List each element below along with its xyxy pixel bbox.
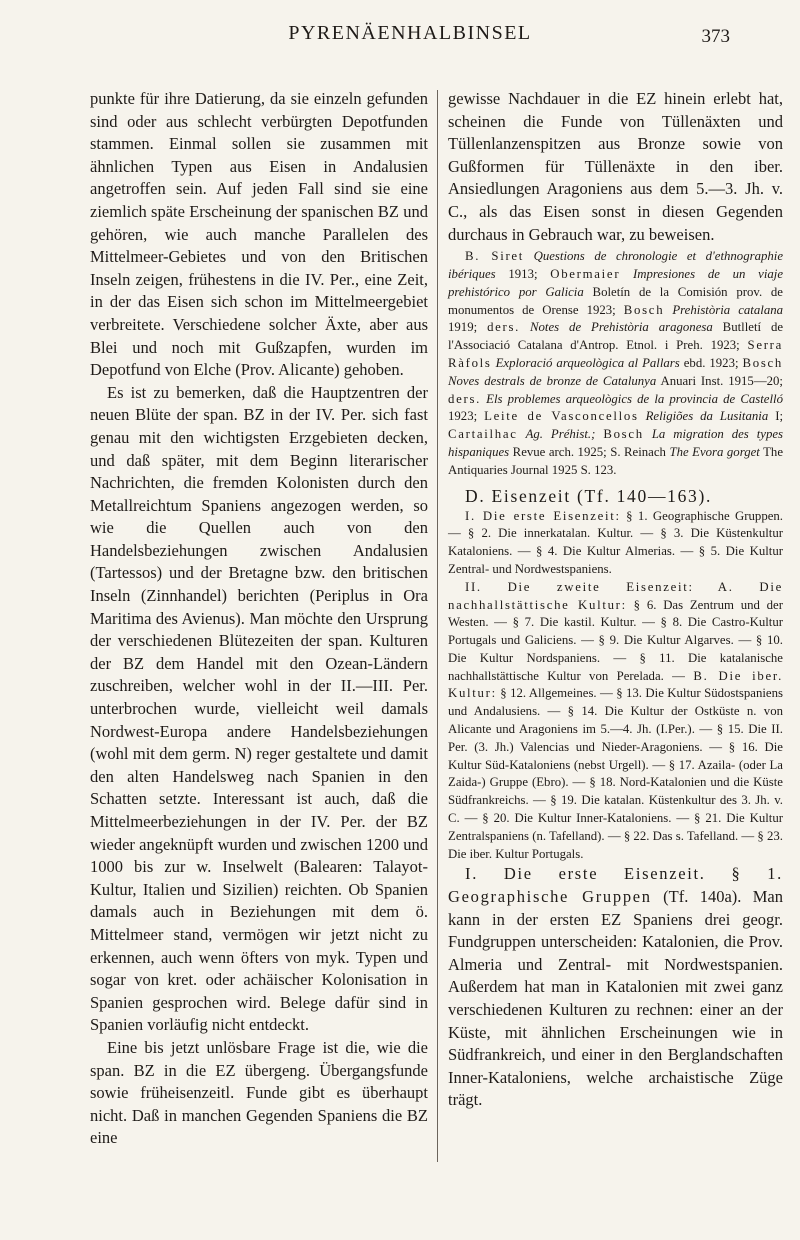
ref-author: Serra Ràfols (448, 338, 783, 370)
ref-author: Bosch (603, 427, 644, 442)
ref-title: Notes de Prehistòria aragonesa (530, 320, 713, 335)
left-column (90, 88, 428, 1150)
ref-source: Anuari Inst. 1915—20; (660, 373, 783, 388)
outline-lead: II. Die zweite Eisenzeit: (465, 579, 694, 594)
page-number: 373 (701, 26, 730, 47)
outline-text: § 6. Das Zentrum und der Westen. — § 7. Die kastil. Kultur. — § 8. Die Castro-Kultur Portugals und Galiciens. — § 9. Die Kultur Algarves. — § 10. Die Kultur Nordspaniens. — § 11. Die katalanische nachhallstättische Kultur von Perelada. — (448, 597, 783, 683)
outline (448, 579, 783, 864)
outline (448, 508, 783, 579)
ref-title: Els problemes arqueològics de la provincia de Castelló (486, 391, 783, 406)
outline-text: § 12. Allgemeines. — § 13. Die Kultur Südostspaniens und Andalusiens. — § 14. Die Kultur der Ostküste n. von Alicante und Aragoniens im 5.—4. Jh. (I.Per.). — § 15. Die II. Per. (3. Jh.) Valencias und Nieder-Aragoniens. — § 16. Die Kultur Süd-Kataloniens (nebst Urgell). — § 17. Azaila- (oder La Zaida-) Gruppe (Ebro). — § 18. Nord-Katalonien und die Küste Südfrankreichs. — § 19. Die katalan. Küstenkultur des 3. Jh. v. C. — § 20. Die Kultur Inner-Kataloniens. — § 21. Die Kultur Zentralspaniens (n. Tafelland). — § 22. Das s. Tafelland. — § 23. Die iber. Kultur Portugals. (448, 686, 783, 861)
ref-source: Boletín de la Comisión prov. de monumentos de Orense 1923; (448, 284, 783, 317)
outline-lead: I. Die erste Eisenzeit: (465, 508, 621, 523)
ref-title: Questions de chronologie et d'ethnographie ibériques (448, 249, 783, 281)
ref-author: Cartailhac (448, 427, 518, 442)
ref-source: 1919; (448, 320, 478, 335)
paragraph: gewisse Nachdauer in die EZ hinein erlebt hat, scheinen die Funde von Tüllenäxten und Tüllenlanzenspitzen aus Bronze sowie von Gußformen für Tüllenäxte in den iber. Ansiedlungen Aragoniens aus dem 5.—3. Jh. v. C., als das Eisen sonst in diesen Gegenden durchaus in Gebrauch war, zu beweisen. (448, 89, 783, 244)
running-title: PYRENÄENHALBINSEL (288, 22, 532, 44)
ref-title: Noves destrals de bronze de Catalunya (448, 373, 657, 388)
outline-lead: B. Die iber. Kultur: (448, 668, 784, 701)
paragraph: Eine bis jetzt unlösbare Frage ist die, wie die span. BZ in die EZ übergeng. Übergangsfunde sowie früheisenzeitl. Funde gibt es überhaupt nicht. Daß in manchen Gegenden Spaniens die BZ eine (90, 1037, 428, 1148)
ref-author: Bosch (623, 302, 665, 317)
ref-source: I; (775, 409, 784, 424)
section-heading (448, 484, 783, 508)
right-column (448, 88, 783, 1112)
ref-title: Prehistòria catalana (672, 302, 784, 317)
ref-author: Obermaier (550, 266, 621, 281)
ref-author: S. Reinach (610, 444, 666, 459)
ref-author: Bosch (742, 355, 783, 370)
ref-title: Exploració arqueològica al Pallars (495, 355, 680, 370)
ref-author: ders. (448, 391, 482, 406)
paragraph-text: (Tf. 140a). Man kann in der ersten EZ Spaniens drei geogr. Fundgruppen unterscheiden: Katalonien, die Prov. Almeria und Zentral- mit Nordwestspanien. Außerdem hat man in Katalonien mit zwei ganz verschiedenen Kulturen zu rechnen: einer an der Küste, mit ähnlichen Erscheinungen wie in Südfrankreich, und einer in den Berglandschaften Inner-Kataloniens, welche archaistische Züge trägt. (448, 887, 783, 1110)
ref-title: La migration des types hispaniques (448, 427, 784, 459)
section-heading-text: D. Eisenzeit (Tf. 140—163). (465, 485, 713, 506)
ref-author: B. Siret (465, 249, 525, 264)
paragraph-lead: I. Die erste Eisenzeit. § 1. Geographische Gruppen (448, 864, 783, 907)
running-header (90, 22, 730, 52)
column-rule (437, 90, 438, 1162)
ref-title: Impresiones de un viaje prehistórico por Galicia (448, 266, 784, 299)
bibliography (448, 248, 783, 479)
ref-source: Revue arch. 1925; (512, 444, 607, 459)
ref-source: Butlletí de l'Associació Catalana d'Antrop. Etnol. i Preh. 1923; (448, 320, 784, 353)
ref-title: Ag. Préhist.; (525, 427, 596, 442)
paragraph (448, 863, 783, 1112)
ref-title: The Evora gorget (669, 444, 760, 459)
ref-author: Leite de Vasconcellos (484, 409, 639, 424)
paragraph: Es ist zu bemerken, daß die Hauptzentren der neuen Blüte der span. BZ in der IV. Per. sich fast genau mit den wichtigsten Erzgebieten decken, und daß später, mit dem Beginn literarischer Nachrichten, die fremden Kolonisten durch den Metallreichtum Spaniens angezogen werden, so wie die Quellen auch von den Handelsbeziehungen zwischen Andalusien (Tartessos) und der Bretagne bzw. den britischen Inseln (Zinnhandel) berichten (Periplus in Ora Maritima des Avienus). Man möchte den Ursprung der verschiedenen Blütezeiten der span. Kulturen der BZ dem Handel mit den Ozean-Ländern zuschreiben, welcher wohl in der II.—III. Per. unterbrochen wurde, vielleicht weil damals Nordwest-Europa andere Handelsbeziehungen (wohl mit dem germ. N) reger gestaltete und damit den alten Handelsweg nach Spanien in den Schatten setzte. Interessant ist auch, daß die Mittelmeerbeziehungen in der IV. Per. der BZ wieder angeknüpft wurden und zwischen 1200 und 1000 bis zur w. Inselwelt (Balearen: Talayot-Kultur, Italien und Sizilien) reichten. Ob Spanien damals auch in Beziehungen mit dem ö. Mittelmeer stand, vermögen wir jetzt nicht zu erkennen, auch wenn öfters von myk. Typen und sogar von kret. oder achäischer Kolonisation in Spanien gesprochen wird. Belege dafür sind in Spanien vorläufig nicht entdeckt. (90, 382, 428, 1035)
ref-author: ders. (487, 320, 521, 335)
ref-source: ebd. 1923; (683, 355, 739, 370)
outline-lead: A. Die nachhallstättische Kultur: (448, 579, 783, 612)
paragraph: punkte für ihre Datierung, da sie einzeln gefunden sind oder aus schlecht verbürgten Depotfunden stammen. Einmal sollen sie zusammen mit ähnlichen Typen aus Eisen in Andalusien angetroffen sein. Auf jeden Fall sind sie eine ziemlich späte Erscheinung der spanischen BZ und gehören, wie auch manche Parallelen des Mittelmeer-Gebietes und von den Britischen Inseln zeigen, frühestens in die IV. Per., eine Zeit, in der das Eisen sich schon im Mittelmeergebiet verbreitete. Verschiedene solcher Äxte, aber aus Blei und noch mit Gußzapfen, wurden im Depotfund von Elche (Prov. Alicante) gehoben. (90, 89, 428, 380)
ref-source: The Antiquaries Journal 1925 S. 123. (448, 444, 784, 477)
ref-title: Religiões da Lusitania (645, 409, 769, 424)
ref-source: 1913; (508, 266, 538, 281)
ref-source: 1923; (448, 409, 478, 424)
outline-text: § 1. Geographische Gruppen. — § 2. Die innerkatalan. Kultur. — § 3. Die Küstenkultur Kataloniens. — § 4. Die Kultur Almerias. — § 5. Die Kultur Zentral- und Nordwestspaniens. (448, 508, 783, 576)
